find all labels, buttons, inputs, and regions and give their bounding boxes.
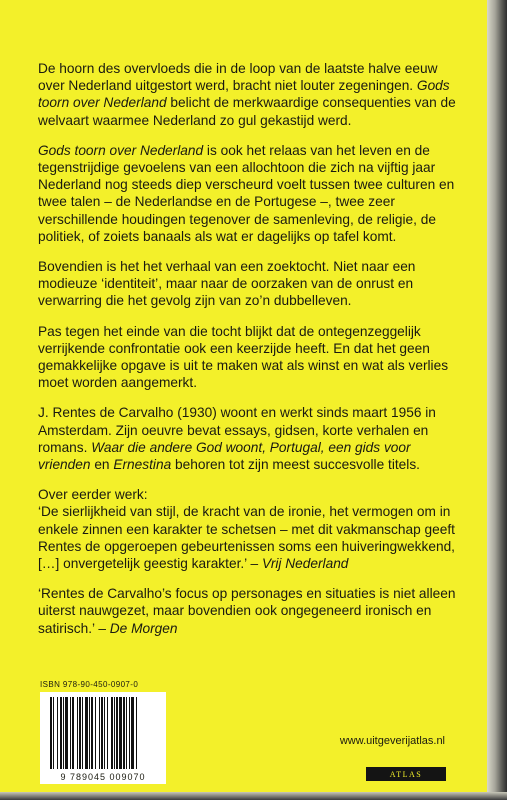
barcode-bar bbox=[53, 697, 54, 769]
barcode bbox=[50, 697, 160, 769]
review-source: De Morgen bbox=[109, 620, 178, 636]
text-run: belicht de merkwaardige consequenties van de welvaart waarmee Nederland zo gul gekastijd werd. bbox=[38, 95, 456, 128]
text-run: is ook het relaas van het leven en de tegenstrijdige gevoelens van een allochtoon die zich na vijftig jaar Nederland nog steeds diep verscheurd voelt tussen twee culturen en twee talen – de Nederlandse en de Portugese –, twee zeer verschillende houdingen tegenover de samenleving, de religie, de politiek, of zoiets banaals als wat er dagelijks op tafel komt. bbox=[38, 142, 455, 244]
barcode-bar bbox=[70, 697, 71, 769]
barcode-bar bbox=[131, 697, 134, 769]
barcode-bar bbox=[104, 697, 105, 769]
barcode-bar bbox=[119, 697, 122, 769]
barcode-bar bbox=[123, 697, 125, 769]
author-bio bbox=[38, 404, 466, 473]
barcode-bar bbox=[129, 697, 130, 769]
barcode-bar bbox=[136, 697, 137, 769]
blurb-paragraph-4: Pas tegen het einde van die tocht blijkt dat de ontegenzeggelijk verrijkende confrontatie ook een keerzijde heeft. En dat het geen gemakkelijke opgave is uit te maken wat als winst en wat als verlies moet worden aangemerkt. bbox=[38, 323, 449, 391]
barcode-bar bbox=[89, 697, 90, 769]
barcode-bar bbox=[116, 697, 118, 769]
barcode-bar bbox=[65, 697, 68, 769]
text-run: behoren tot zijn meest succesvolle titels. bbox=[171, 457, 420, 473]
text-run: J. Rentes de Carvalho (1930) woont en werkt sinds maart 1956 in Amsterdam. Zijn oeuvre bevat essays, gidsen, korte verhalen en romans. bbox=[38, 405, 436, 455]
barcode-bar bbox=[101, 697, 103, 769]
barcode-bar bbox=[50, 697, 52, 769]
blurb-paragraph-2 bbox=[38, 142, 466, 245]
text-run: ‘De sierlijkheid van stijl, de kracht van de ironie, het vermogen om in enkele zinnen een karakter te schetsen – met dit vakmanschap geeft Rentes de opgeroepen gebeurtenissen soms een huiveringwekkend, […] onvergetelijk geestig karakter.’ – bbox=[38, 504, 455, 572]
barcode-bar bbox=[91, 697, 93, 769]
back-cover-text bbox=[38, 60, 466, 650]
text-run: en bbox=[90, 457, 114, 473]
review-source: Vrij Nederland bbox=[261, 556, 349, 572]
barcode-bar bbox=[111, 697, 113, 769]
text-run: De hoorn des overvloeds die in de loop van de laatste halve eeuw over Nederland uitgestort werd, bracht niet louter zegeningen. bbox=[38, 61, 438, 94]
barcode-bar bbox=[72, 697, 74, 769]
barcode-bar bbox=[60, 697, 62, 769]
book-title: Ernestina bbox=[113, 457, 172, 473]
text-run: ‘Rentes de Carvalho’s focus op personages en situaties is niet alleen uiterst nauwgezet, maar bovendien ook ongegeneerd ironisch en satirisch.’ – bbox=[38, 586, 456, 636]
barcode-bar bbox=[82, 697, 83, 769]
barcode-bar bbox=[107, 697, 108, 769]
book-title: Gods toorn over Nederland bbox=[38, 78, 450, 111]
reviews-heading: Over eerder werk: bbox=[38, 487, 148, 503]
review-quote-1 bbox=[38, 503, 466, 572]
book-bottom-edge bbox=[0, 792, 507, 800]
book-spine-edge bbox=[487, 0, 507, 800]
barcode-bar bbox=[57, 697, 58, 769]
publisher-logo: ATLAS bbox=[366, 767, 446, 781]
publisher-website: www.uitgeverijatlas.nl bbox=[339, 735, 445, 747]
book-title: Gods toorn over Nederland bbox=[38, 142, 204, 158]
barcode-bar bbox=[77, 697, 78, 769]
barcode-number: 9 789045 009070 bbox=[60, 772, 146, 782]
barcode-bar bbox=[99, 697, 100, 769]
barcode-bar bbox=[85, 697, 88, 769]
barcode-bar bbox=[95, 697, 96, 769]
isbn-label: ISBN 978-90-450-0907-0 bbox=[40, 680, 139, 689]
barcode-bar bbox=[126, 697, 127, 769]
barcode-bar bbox=[79, 697, 81, 769]
blurb-paragraph-3: Bovendien is het het verhaal van een zoektocht. Niet naar een modieuze ‘identiteit’, maar naar de oorzaken van de onrust en verwarring die het gevolg zijn van zo’n dubbelleven. bbox=[38, 259, 416, 309]
book-title: Waar die andere God woont, Portugal, een gids voor vrienden bbox=[38, 439, 411, 473]
barcode-bar bbox=[114, 697, 115, 769]
blurb-paragraph-1 bbox=[38, 60, 466, 129]
review-quote-2 bbox=[38, 585, 466, 637]
barcode-bar bbox=[63, 697, 64, 769]
